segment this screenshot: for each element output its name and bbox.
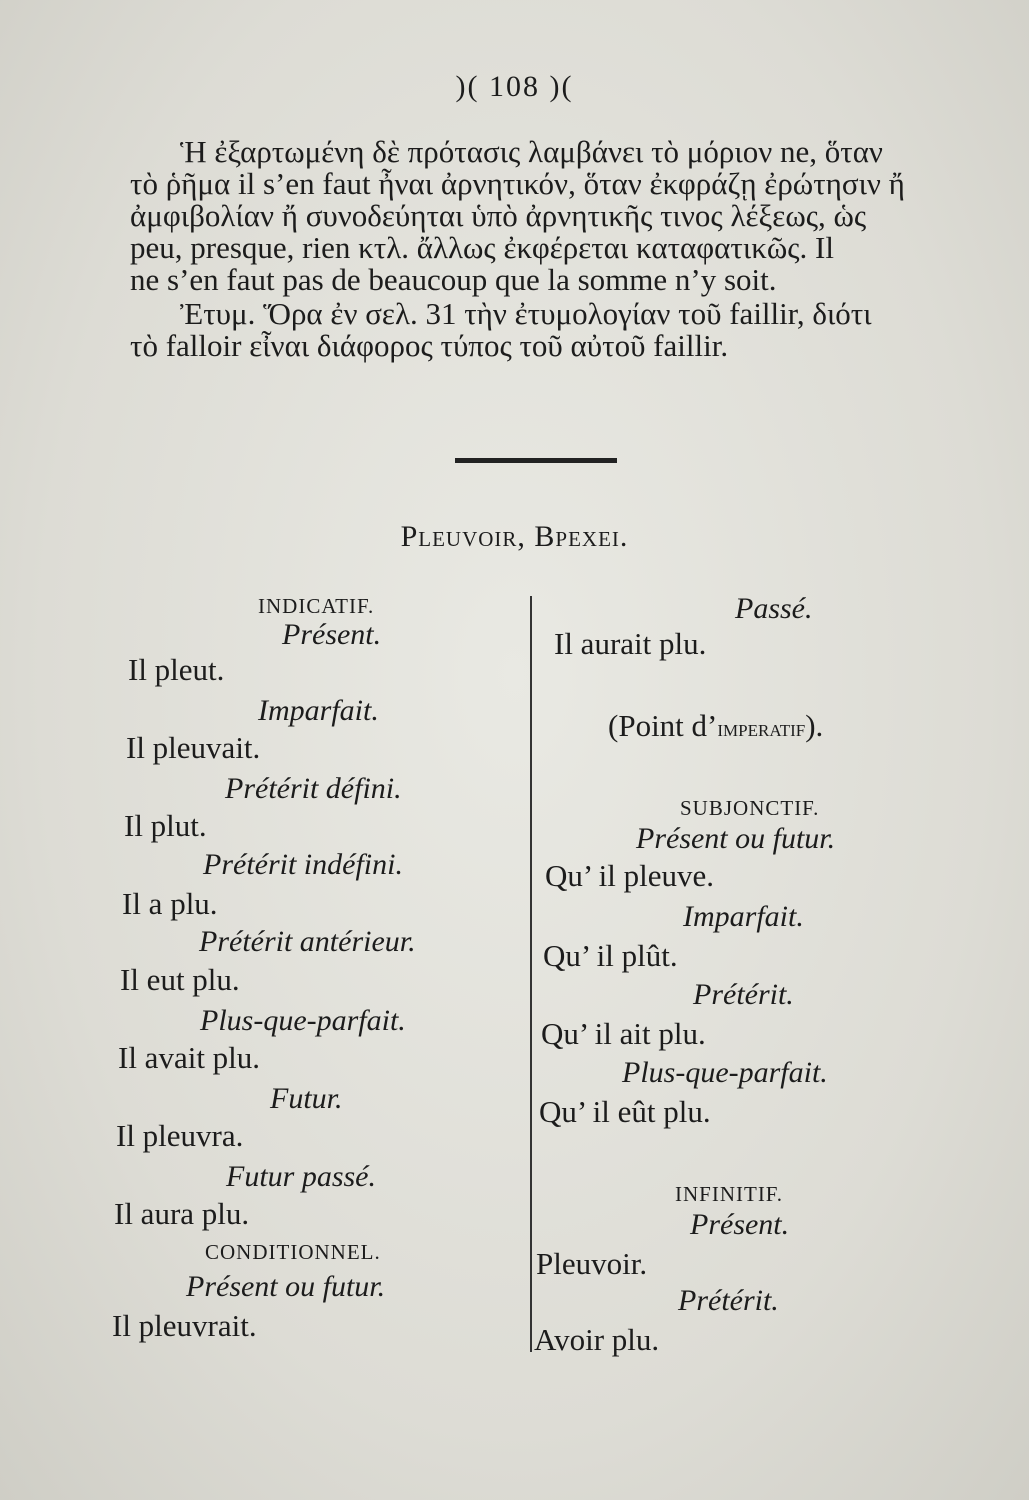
- form-subjonctif-preterit: Qu’ il ait plu.: [541, 1016, 706, 1051]
- etym-line-1: Ἐτυμ. Ὅρα ἐν σελ. 31 τὴν ἐτυμολογίαν τοῦ faillir, διότι: [180, 296, 872, 331]
- form-subjonctif-imparfait: Qu’ il plût.: [543, 938, 678, 973]
- tense-subjonctif-plus-que-parfait: Plus-que-parfait.: [622, 1056, 828, 1089]
- form-preterit-defini: Il plut.: [124, 808, 207, 843]
- imperatif-open: (Point d’: [608, 708, 718, 743]
- tense-passe: Passé.: [735, 592, 813, 625]
- verb-title: Pleuvoir, Βρεχει.: [400, 520, 629, 553]
- tense-infinitif-present: Présent.: [690, 1208, 790, 1241]
- intro-line-4: peu, presque, rien κτλ. ἄλλως ἐκφέρεται καταφατικῶς. Il: [130, 230, 834, 265]
- form-passe: Il aurait plu.: [554, 626, 707, 661]
- tense-preterit-indefini: Prétérit indéfini.: [203, 848, 403, 881]
- tense-preterit-anterieur: Prétérit antérieur.: [199, 925, 416, 958]
- mood-subjonctif: SUBJONCTIF.: [680, 796, 820, 820]
- intro-line-5: ne s’en faut pas de beaucoup que la somme n’y soit.: [130, 262, 777, 297]
- form-present: Il pleut.: [128, 652, 225, 687]
- form-infinitif-present: Pleuvoir.: [536, 1246, 648, 1281]
- tense-futur-passe: Futur passé.: [226, 1160, 376, 1193]
- form-futur-passe: Il aura plu.: [114, 1196, 250, 1231]
- etym-line-2: τὸ falloir εἶναι διάφορος τύπος τοῦ αὐτοῦ faillir.: [130, 328, 729, 363]
- section-divider: [455, 458, 617, 463]
- form-plus-que-parfait: Il avait plu.: [118, 1040, 261, 1075]
- mood-indicatif: INDICATIF.: [258, 594, 375, 618]
- form-preterit-indefini: Il a plu.: [122, 886, 218, 921]
- tense-plus-que-parfait: Plus-que-parfait.: [200, 1004, 406, 1037]
- form-subjonctif-present: Qu’ il pleuve.: [545, 858, 715, 893]
- form-infinitif-preterit: Avoir plu.: [534, 1322, 660, 1357]
- intro-line-2: τὸ ῥῆμα il s’en faut ἦναι ἀρνητικόν, ὅταν ἐκφράζῃ ἐρώτησιν ἤ: [130, 166, 905, 201]
- etymology-paragraph: [130, 298, 990, 362]
- intro-line-1: Ἡ ἐξαρτωμένη δὲ πρότασις λαμβάνει τὸ μόριον ne, ὅταν: [180, 134, 883, 169]
- mood-conditionnel: CONDITIONNEL.: [205, 1240, 381, 1264]
- form-imparfait: Il pleuvait.: [126, 730, 261, 765]
- page-number: )( 108 )(: [455, 70, 574, 103]
- tense-subjonctif-preterit: Prétérit.: [693, 978, 794, 1011]
- tense-present: Présent.: [282, 618, 382, 651]
- form-futur: Il pleuvra.: [116, 1118, 244, 1153]
- intro-line-3: ἀμφιβολίαν ἤ συνοδεύηται ὑπὸ ἀρνητικῆς τινος λέξεως, ὡς: [130, 198, 867, 233]
- column-divider: [530, 596, 532, 1352]
- form-preterit-anterieur: Il eut plu.: [120, 962, 240, 997]
- imperatif-close: ).: [805, 708, 824, 743]
- intro-paragraph: [130, 136, 990, 296]
- tense-preterit-defini: Prétérit défini.: [225, 772, 402, 805]
- imperatif-word: imperatif: [717, 716, 806, 742]
- tense-conditionnel-present: Présent ou futur.: [186, 1270, 386, 1303]
- tense-subjonctif-imparfait: Imparfait.: [683, 900, 804, 933]
- form-subjonctif-plus-que-parfait: Qu’ il eût plu.: [539, 1094, 711, 1129]
- tense-imparfait: Imparfait.: [258, 694, 379, 727]
- imperatif-note: [608, 708, 823, 744]
- form-conditionnel-present: Il pleuvrait.: [112, 1308, 257, 1343]
- mood-infinitif: INFINITIF.: [675, 1182, 784, 1206]
- tense-subjonctif-present: Présent ou futur.: [636, 822, 836, 855]
- tense-infinitif-preterit: Prétérit.: [678, 1284, 779, 1317]
- tense-futur: Futur.: [270, 1082, 343, 1115]
